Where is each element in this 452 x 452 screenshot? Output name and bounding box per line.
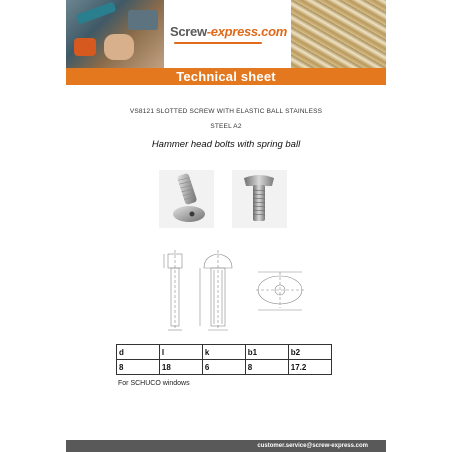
brand-accent: -express.com (206, 24, 288, 39)
sheet-title: Technical sheet (176, 69, 276, 84)
product-photo-side (232, 170, 287, 228)
header-cell: d (117, 345, 160, 360)
product-name-line1: VS8121 SLOTTED SCREW WITH ELASTIC BALL STAINLESS (129, 108, 323, 115)
header-cell: b2 (288, 345, 331, 360)
brand-main: Screw (169, 24, 207, 39)
brand-underline (174, 42, 262, 44)
value-cell: 8 (245, 360, 288, 375)
screwdriver-shape (75, 1, 116, 24)
product-name-line2: STEEL A2 (210, 123, 242, 130)
header-cell: l (159, 345, 202, 360)
header-banner (66, 0, 386, 68)
header-cell: k (202, 345, 245, 360)
bolt-front-image (159, 170, 214, 228)
table-row (117, 345, 332, 360)
drill-shape (74, 38, 96, 56)
bolt-side-image (232, 170, 287, 228)
technical-sheet-page (66, 0, 386, 452)
value-cell: 6 (202, 360, 245, 375)
product-photo-front (159, 170, 214, 228)
value-cell: 8 (117, 360, 160, 375)
brand-logo (166, 24, 291, 39)
contact-email[interactable]: customer.service@screw-express.com (257, 443, 368, 449)
header-cell: b1 (245, 345, 288, 360)
toolbox-shape (128, 10, 158, 30)
tools-photo (66, 0, 164, 68)
hand-shape (104, 34, 134, 60)
product-subtitle: Hammer head bolts with spring ball (151, 139, 301, 150)
spec-table (116, 344, 332, 375)
technical-drawing (156, 248, 306, 333)
usage-note: For SCHUCO windows (118, 380, 190, 387)
value-cell: 17.2 (288, 360, 331, 375)
value-cell: 18 (159, 360, 202, 375)
screws-photo (291, 0, 386, 68)
table-row (117, 360, 332, 375)
